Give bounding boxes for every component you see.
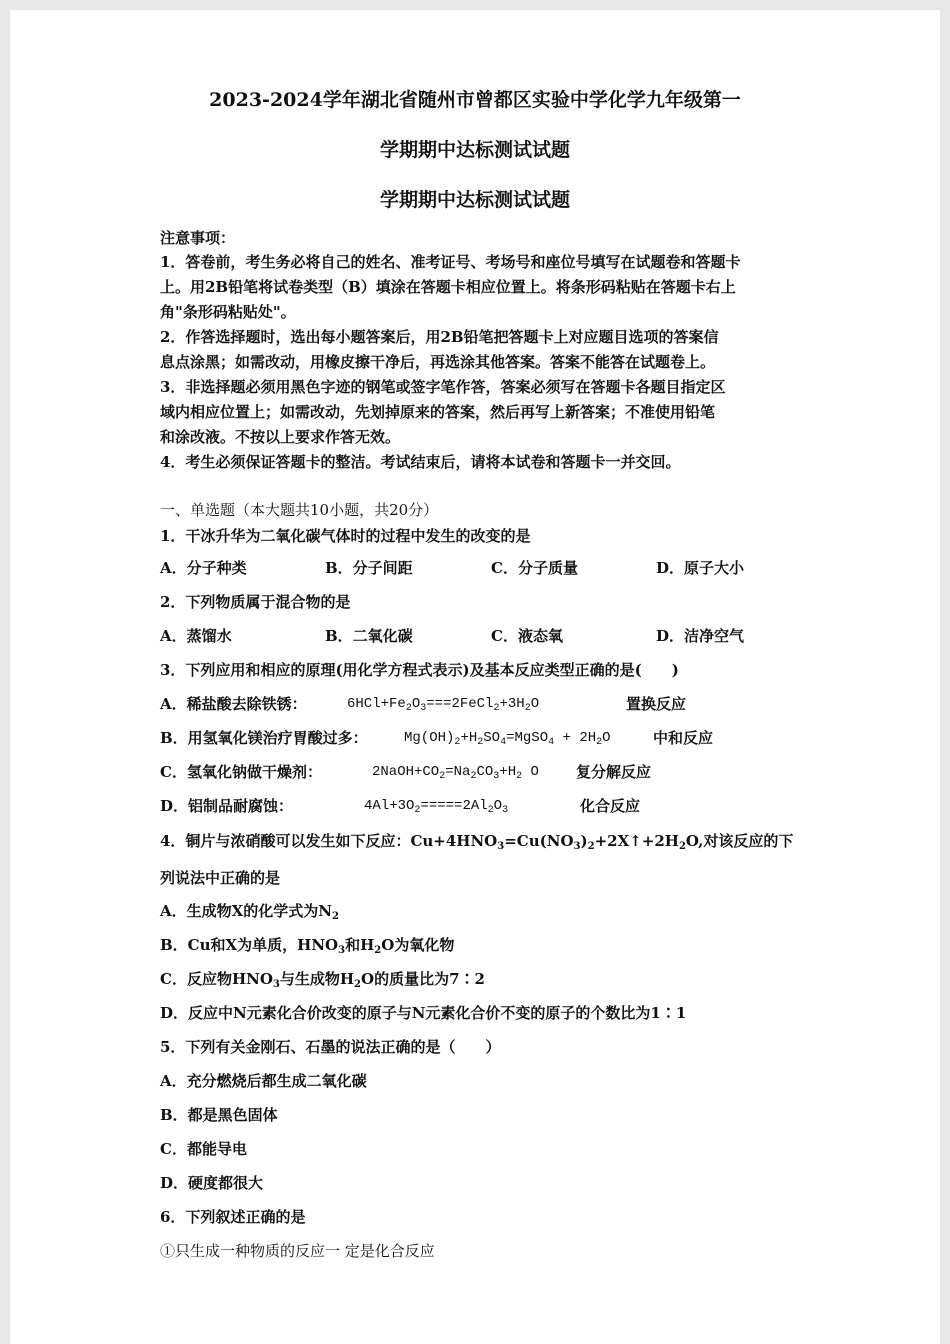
q1-option-c: C．分子质量 <box>491 559 578 577</box>
q6-item-1: ①只生成一种物质的反应一 定是化合反应 <box>160 1242 435 1260</box>
notice-line: 4．考生必须保证答题卡的整洁。考试结束后，请将本试卷和答题卡一并交回。 <box>160 453 681 471</box>
q4-option-d: D．反应中N元素化合价改变的原子与N元素化合价不变的原子的个数比为1∶1 <box>160 1004 687 1022</box>
q2-stem: 2．下列物质属于混合物的是 <box>160 593 351 611</box>
exam-title-line1: 2023-2024学年湖北省随州市曾都区实验中学化学九年级第一 <box>209 89 741 111</box>
q5-stem: 5．下列有关金刚石、石墨的说法正确的是（ ） <box>160 1038 501 1056</box>
section-heading: 一、单选题（本大题共10小题，共20分） <box>160 501 439 519</box>
q3-option-b-equation: $Mg(OH)_2+H_2SO_4=MgSO_4 + 2H_2O$ <box>404 730 611 748</box>
q2-option-a: A．蒸馏水 <box>160 627 232 645</box>
q4-stem: 4．铜片与浓硝酸可以发生如下反应：$Cu+4HNO_3=Cu(NO_3)_2+2X↑+2H_2O$,对该反应的下 <box>160 832 794 852</box>
q4-stem-line2: 列说法中正确的是 <box>160 869 281 887</box>
q1-stem: 1．干冰升华为二氧化碳气体时的过程中发生的改变的是 <box>160 527 531 545</box>
notice-line: 和涂改液。不按以上要求作答无效。 <box>160 428 401 446</box>
q3-option-d-equation: $4Al+3O_2=====2Al_2O_3$ <box>364 798 509 816</box>
q1-option-b: B．分子间距 <box>325 559 413 577</box>
q3-option-a-label: A．稀盐酸去除铁锈： <box>160 695 307 713</box>
q4-option-c: C．反应物$HNO_3$与生成物$H_2O$的质量比为7∶2 <box>160 970 485 990</box>
q5-option-d: D．硬度都很大 <box>160 1174 264 1192</box>
q5-option-b: B．都是黑色固体 <box>160 1106 278 1124</box>
q3-option-b-type: 中和反应 <box>653 729 714 747</box>
notice-line: 3．非选择题必须用黑色字迹的钢笔或签字笔作答，答案必须写在答题卡各题目指定区 <box>160 378 726 396</box>
notice-line: 2．作答选择题时，选出每小题答案后，用2B铅笔把答题卡上对应题目选项的答案信 <box>160 328 719 346</box>
q5-option-a: A．充分燃烧后都生成二氧化碳 <box>160 1072 367 1090</box>
q2-option-d: D．洁净空气 <box>656 627 745 645</box>
q1-option-a: A．分子种类 <box>160 559 247 577</box>
q5-option-c: C．都能导电 <box>160 1140 247 1158</box>
q3-option-c-type: 复分解反应 <box>576 763 652 781</box>
exam-title-line2: 学期期中达标测试试题 <box>379 139 570 161</box>
q3-option-b-label: B．用氢氧化镁治疗胃酸过多： <box>160 729 368 747</box>
notice-line: 域内相应位置上；如需改动，先划掉原来的答案，然后再写上新答案；不准使用铅笔 <box>160 403 716 421</box>
q2-option-b: B．二氧化碳 <box>325 627 413 645</box>
q4-option-b: B．Cu和X为单质，$HNO_3$和$H_2O$为氧化物 <box>160 936 455 956</box>
q3-option-a-equation: $6HCl+Fe_2O_3===2FeCl_2+3H_2O$ <box>347 696 540 714</box>
notice-heading: 注意事项： <box>160 229 236 247</box>
q4-option-a: A．生成物X的化学式为$N_2$ <box>160 902 339 922</box>
notice-line: 角"条形码粘贴处"。 <box>160 303 296 321</box>
q3-option-c-label: C．氢氧化钠做干燥剂： <box>160 763 322 781</box>
notice-line: 1．答卷前，考生务必将自己的姓名、准考证号、考场号和座位号填写在试题卷和答题卡 <box>160 253 741 271</box>
q6-stem: 6．下列叙述正确的是 <box>160 1208 306 1226</box>
notice-line: 息点涂黑；如需改动，用橡皮擦干净后，再选涂其他答案。答案不能答在试题卷上。 <box>160 353 716 371</box>
q1-option-d: D．原子大小 <box>656 559 745 577</box>
exam-title-line3: 学期期中达标测试试题 <box>379 189 570 211</box>
q3-option-c-equation: $2NaOH+CO_2=Na_2CO_3+H_2$ O <box>372 764 539 782</box>
notice-line: 上。用2B铅笔将试卷类型（B）填涂在答题卡相应位置上。将条形码粘贴在答题卡右上 <box>160 278 736 296</box>
q3-option-d-type: 化合反应 <box>580 797 641 815</box>
exam-page <box>10 10 940 1344</box>
q2-option-c: C．液态氧 <box>491 627 563 645</box>
q3-option-a-type: 置换反应 <box>626 695 687 713</box>
q3-option-d-label: D．铝制品耐腐蚀： <box>160 797 294 815</box>
q3-stem: 3．下列应用和相应的原理(用化学方程式表示)及基本反应类型正确的是( ) <box>160 661 679 679</box>
